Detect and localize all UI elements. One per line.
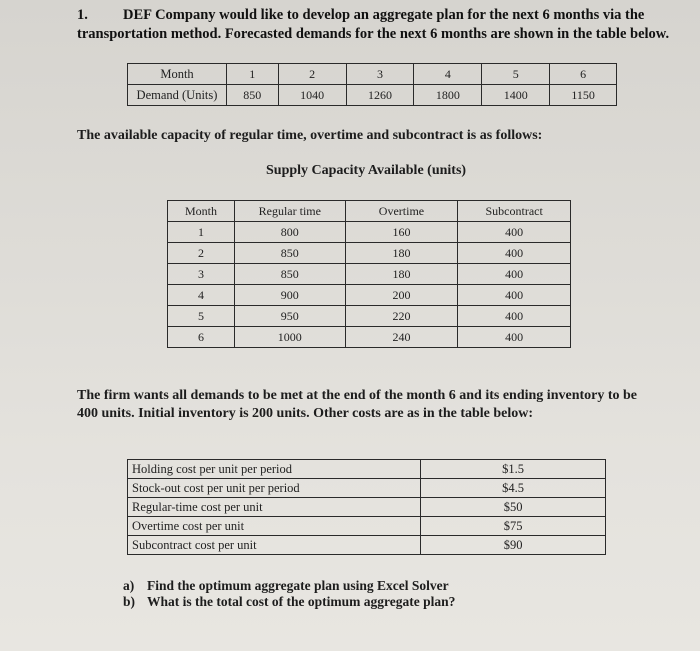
month-cell: 5 xyxy=(168,306,235,327)
demand-table-month-row xyxy=(128,64,617,85)
capacity-title: Supply Capacity Available (units) xyxy=(266,163,467,178)
table-row xyxy=(168,327,571,348)
question-line-1: 1. DEF Company would like to develop an aggregate plan for the next 6 months via the xyxy=(77,7,645,23)
month-cell: 1 xyxy=(227,64,279,85)
demand-cell: 1400 xyxy=(482,85,550,106)
demand-cell: 1260 xyxy=(346,85,414,106)
table-row xyxy=(128,460,606,479)
demand-cell: 1800 xyxy=(414,85,482,106)
month-cell: 6 xyxy=(550,64,617,85)
row-label-month: Month xyxy=(128,64,227,85)
firm-text-line-1: The firm wants all demands to be met at the end of the month 6 and its ending inventory to be xyxy=(77,388,638,403)
demand-cell: 1150 xyxy=(550,85,617,106)
firm-requirements-text xyxy=(77,387,677,423)
question-number: 1. xyxy=(77,7,88,23)
question-line-2: transportation method. Forecasted demands for the next 6 months are shown in the table below. xyxy=(77,26,670,42)
task-list xyxy=(123,578,455,610)
cost-label: Overtime cost per unit xyxy=(128,517,421,536)
month-cell: 4 xyxy=(168,285,235,306)
month-cell: 1 xyxy=(168,222,235,243)
capacity-intro: The available capacity of regular time, overtime and subcontract is as follows: xyxy=(77,128,543,143)
task-marker: a) xyxy=(123,578,135,593)
month-cell: 2 xyxy=(278,64,346,85)
month-cell: 3 xyxy=(168,264,235,285)
capacity-table xyxy=(167,200,571,348)
task-text: What is the total cost of the optimum aggregate plan? xyxy=(147,594,456,609)
cost-label: Regular-time cost per unit xyxy=(128,498,421,517)
overtime-cell: 160 xyxy=(345,222,458,243)
subcontract-cell: 400 xyxy=(458,222,571,243)
cost-table xyxy=(127,459,606,555)
overtime-cell: 180 xyxy=(345,243,458,264)
header-overtime: Overtime xyxy=(345,201,458,222)
subcontract-cell: 400 xyxy=(458,327,571,348)
regular-time-cell: 800 xyxy=(234,222,345,243)
table-row xyxy=(168,306,571,327)
table-row xyxy=(128,479,606,498)
header-month: Month xyxy=(168,201,235,222)
table-row xyxy=(128,498,606,517)
overtime-cell: 220 xyxy=(345,306,458,327)
regular-time-cell: 950 xyxy=(234,306,345,327)
table-row xyxy=(128,536,606,555)
overtime-cell: 180 xyxy=(345,264,458,285)
table-row xyxy=(168,222,571,243)
month-cell: 5 xyxy=(482,64,550,85)
demand-table xyxy=(127,63,617,106)
subcontract-cell: 400 xyxy=(458,285,571,306)
header-subcontract: Subcontract xyxy=(458,201,571,222)
month-cell: 4 xyxy=(414,64,482,85)
regular-time-cell: 850 xyxy=(234,243,345,264)
row-label-demand: Demand (Units) xyxy=(128,85,227,106)
table-row xyxy=(168,243,571,264)
demand-table-demand-row xyxy=(128,85,617,106)
month-cell: 3 xyxy=(346,64,414,85)
demand-cell: 850 xyxy=(227,85,279,106)
subcontract-cell: 400 xyxy=(458,306,571,327)
header-regular-time: Regular time xyxy=(234,201,345,222)
month-cell: 6 xyxy=(168,327,235,348)
month-cell: 2 xyxy=(168,243,235,264)
regular-time-cell: 900 xyxy=(234,285,345,306)
cost-label: Subcontract cost per unit xyxy=(128,536,421,555)
table-row xyxy=(168,285,571,306)
cost-value: $1.5 xyxy=(421,460,606,479)
cost-label: Stock-out cost per unit per period xyxy=(128,479,421,498)
overtime-cell: 200 xyxy=(345,285,458,306)
task-marker: b) xyxy=(123,594,136,609)
subcontract-cell: 400 xyxy=(458,264,571,285)
demand-cell: 1040 xyxy=(278,85,346,106)
subcontract-cell: 400 xyxy=(458,243,571,264)
regular-time-cell: 850 xyxy=(234,264,345,285)
question-heading xyxy=(77,6,687,44)
cost-value: $4.5 xyxy=(421,479,606,498)
capacity-header-row xyxy=(168,201,571,222)
firm-text-line-2: 400 units. Initial inventory is 200 units. Other costs are as in the table below: xyxy=(77,406,534,421)
table-row xyxy=(128,517,606,536)
cost-value: $75 xyxy=(421,517,606,536)
cost-label: Holding cost per unit per period xyxy=(128,460,421,479)
cost-value: $90 xyxy=(421,536,606,555)
cost-value: $50 xyxy=(421,498,606,517)
task-item-b xyxy=(123,594,455,610)
table-row xyxy=(168,264,571,285)
overtime-cell: 240 xyxy=(345,327,458,348)
regular-time-cell: 1000 xyxy=(234,327,345,348)
task-item-a xyxy=(123,578,455,594)
task-text: Find the optimum aggregate plan using Excel Solver xyxy=(147,578,449,593)
